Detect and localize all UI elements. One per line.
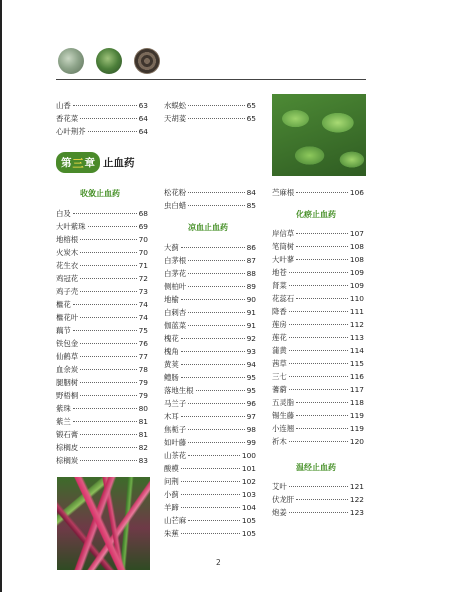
toc-entry-page: 70: [138, 248, 148, 257]
toc-entry-name: 紫珠: [56, 404, 71, 413]
toc-entry[interactable]: [164, 516, 256, 525]
toc-entry[interactable]: [56, 300, 148, 309]
toc-entry-name: 白茅花: [164, 269, 187, 278]
toc-entry[interactable]: [164, 477, 256, 486]
toc-entry-name: 铁包金: [56, 339, 79, 348]
toc-entry-name: 炮姜: [272, 508, 287, 517]
toc-entry-page: 108: [349, 242, 364, 251]
toc-entry[interactable]: [272, 188, 364, 197]
toc-entry[interactable]: [272, 281, 364, 290]
toc-entry-name: 藕节: [56, 326, 71, 335]
toc-entry-name: 棕榈皮: [56, 443, 79, 452]
toc-entry-name: 五灵脂: [272, 398, 295, 407]
toc-entry[interactable]: [272, 437, 364, 446]
toc-entry[interactable]: [164, 243, 256, 252]
toc-entry-name: 鸡冠花: [56, 274, 79, 283]
toc-entry[interactable]: [164, 334, 256, 343]
toc-entry-name: 血余炭: [56, 365, 79, 374]
toc-entry-page: 106: [349, 188, 364, 197]
toc-entry-name: 棕榈炭: [56, 456, 79, 465]
toc-entry-page: 85: [246, 201, 256, 210]
toc-entry-name: 锻石膏: [56, 430, 79, 439]
toc-entry-name: 白及: [56, 209, 71, 218]
header-herb-photo-1: [58, 48, 84, 74]
toc-entry-name: 腿胭树: [56, 378, 79, 387]
toc-entry-name: 马兰子: [164, 399, 187, 408]
toc-entry-page: 109: [349, 281, 364, 290]
toc-entry-page: 108: [349, 255, 364, 264]
toc-entry[interactable]: [56, 352, 148, 361]
toc-entry[interactable]: [164, 101, 256, 110]
toc-entry[interactable]: [272, 359, 364, 368]
toc-entry-name: 鳢肠: [164, 373, 179, 382]
toc-entry-page: 82: [138, 443, 148, 452]
toc-entry-name: 朱蕉: [164, 529, 179, 538]
chapter-last-char: 章: [84, 157, 95, 169]
toc-entry-name: 茜草: [272, 359, 287, 368]
toc-entry-name: 笔筒树: [272, 242, 295, 251]
toc-entry[interactable]: [272, 508, 364, 517]
toc-entry-name: 羊蹄: [164, 503, 179, 512]
toc-entry-page: 107: [349, 229, 364, 238]
toc-entry-page: 74: [138, 300, 148, 309]
toc-entry[interactable]: [56, 248, 148, 257]
toc-entry[interactable]: [164, 425, 256, 434]
toc-entry-page: 91: [246, 308, 256, 317]
toc-entry-page: 75: [138, 326, 148, 335]
toc-entry-page: 115: [349, 359, 364, 368]
toc-entry-page: 64: [138, 127, 148, 136]
toc-entry-page: 68: [138, 209, 148, 218]
toc-entry[interactable]: [272, 268, 364, 277]
toc-entry[interactable]: [56, 127, 148, 136]
toc-entry-page: 101: [241, 464, 256, 473]
toc-entry-name: 祈木: [272, 437, 287, 446]
toc-entry-page: 77: [138, 352, 148, 361]
binding-edge-line: [0, 0, 2, 592]
toc-entry-page: 95: [246, 386, 256, 395]
toc-entry[interactable]: [272, 229, 364, 238]
toc-entry-page: 109: [349, 268, 364, 277]
toc-entry-name: 蓍藭: [272, 385, 287, 394]
toc-entry[interactable]: [164, 464, 256, 473]
toc-entry[interactable]: [164, 360, 256, 369]
toc-entry-page: 80: [138, 404, 148, 413]
toc-entry[interactable]: [56, 235, 148, 244]
toc-entry-name: 莲花: [272, 333, 287, 342]
toc-entry[interactable]: [164, 256, 256, 265]
toc-entry-name: 白刺杏: [164, 308, 187, 317]
toc-entry[interactable]: [56, 274, 148, 283]
toc-entry-page: 122: [349, 495, 364, 504]
toc-entry[interactable]: [56, 339, 148, 348]
chapter-first-char: 第: [61, 157, 72, 169]
toc-entry-name: 侧柏叶: [164, 282, 187, 291]
toc-entry-page: 103: [241, 490, 256, 499]
toc-entry-page: 98: [246, 425, 256, 434]
toc-entry-name: 松花粉: [164, 188, 187, 197]
toc-entry[interactable]: [164, 295, 256, 304]
toc-entry[interactable]: [272, 346, 364, 355]
toc-entry[interactable]: [56, 378, 148, 387]
toc-entry-page: 118: [349, 398, 364, 407]
toc-entry-page: 87: [246, 256, 256, 265]
toc-entry[interactable]: [272, 385, 364, 394]
header-rule: [56, 79, 366, 80]
toc-entry-name: 降香: [272, 307, 287, 316]
toc-entry-name: 艾叶: [272, 482, 287, 491]
toc-entry-page: 92: [246, 334, 256, 343]
chapter-heading: [56, 152, 135, 173]
toc-entry-page: 114: [349, 346, 364, 355]
toc-entry[interactable]: [56, 391, 148, 400]
header-herb-photo-3: [134, 48, 160, 74]
toc-entry-name: 岸信草: [272, 229, 295, 238]
toc-entry[interactable]: [272, 495, 364, 504]
toc-entry[interactable]: [272, 482, 364, 491]
section-heading-liangxue: 凉血止血药: [188, 223, 228, 232]
toc-entry-name: 紫兰: [56, 417, 71, 426]
toc-entry[interactable]: [56, 430, 148, 439]
toc-entry[interactable]: [164, 282, 256, 291]
toc-entry-name: 地苍: [272, 268, 287, 277]
toc-entry[interactable]: [56, 114, 148, 123]
toc-entry[interactable]: [164, 201, 256, 210]
toc-entry-name: 槐角: [164, 347, 179, 356]
toc-entry-page: 90: [246, 295, 256, 304]
toc-entry-name: 焦栀子: [164, 425, 187, 434]
toc-entry-name: 落地生根: [164, 386, 194, 395]
toc-entry-name: 莲房: [272, 320, 287, 329]
toc-entry-name: 蒲黄: [272, 346, 287, 355]
toc-entry[interactable]: [272, 307, 364, 316]
toc-entry-page: 65: [246, 101, 256, 110]
toc-entry-page: 102: [241, 477, 256, 486]
toc-entry[interactable]: [164, 438, 256, 447]
toc-entry[interactable]: [56, 404, 148, 413]
toc-entry-name: 香花菜: [56, 114, 79, 123]
section-heading-huayu: 化瘀止血药: [296, 210, 336, 219]
toc-entry-name: 鸡子壳: [56, 287, 79, 296]
toc-entry-page: 64: [138, 114, 148, 123]
section-heading-wenjing: 温经止血药: [296, 463, 336, 472]
toc-entry[interactable]: [56, 222, 148, 231]
toc-entry-page: 89: [246, 282, 256, 291]
toc-entry-page: 100: [241, 451, 256, 460]
toc-entry[interactable]: [164, 451, 256, 460]
herb-leaves-photo: [272, 94, 366, 176]
toc-entry-page: 96: [246, 399, 256, 408]
toc-entry-page: 63: [138, 101, 148, 110]
toc-entry-name: 苎麻根: [272, 188, 295, 197]
toc-entry[interactable]: [272, 411, 364, 420]
toc-entry-page: 71: [138, 261, 148, 270]
toc-entry[interactable]: [164, 308, 256, 317]
section-heading-shoulian: 收敛止血药: [80, 189, 120, 198]
header-herb-photo-2: [96, 48, 122, 74]
toc-entry-page: 99: [246, 438, 256, 447]
toc-entry-name: 地榆: [164, 295, 179, 304]
toc-entry-name: 小蓟: [164, 490, 179, 499]
toc-entry[interactable]: [164, 114, 256, 123]
toc-entry[interactable]: [164, 386, 256, 395]
toc-entry-page: 95: [246, 373, 256, 382]
toc-entry[interactable]: [56, 101, 148, 110]
toc-entry[interactable]: [164, 188, 256, 197]
toc-entry-name: 三七: [272, 372, 287, 381]
toc-entry-page: 78: [138, 365, 148, 374]
toc-entry-page: 84: [246, 188, 256, 197]
toc-entry-page: 69: [138, 222, 148, 231]
toc-entry-name: 地榕根: [56, 235, 79, 244]
chapter-number: 三: [72, 156, 84, 170]
toc-entry-page: 105: [241, 529, 256, 538]
toc-entry-name: 仙鹤草: [56, 352, 79, 361]
toc-entry[interactable]: [272, 242, 364, 251]
toc-entry-name: 黄荚: [164, 360, 179, 369]
toc-entry-page: 73: [138, 287, 148, 296]
toc-entry-name: 伽蓝菜: [164, 321, 187, 330]
toc-entry-page: 81: [138, 430, 148, 439]
toc-entry[interactable]: [164, 503, 256, 512]
toc-entry[interactable]: [164, 373, 256, 382]
toc-entry-page: 70: [138, 235, 148, 244]
toc-entry-page: 120: [349, 437, 364, 446]
toc-entry-name: 木耳: [164, 412, 179, 421]
toc-entry-name: 花生衣: [56, 261, 79, 270]
toc-entry-name: 大叶蓼: [272, 255, 295, 264]
toc-entry[interactable]: [272, 333, 364, 342]
toc-entry-page: 105: [241, 516, 256, 525]
toc-entry-page: 119: [349, 424, 364, 433]
toc-entry[interactable]: [272, 294, 364, 303]
toc-entry[interactable]: [56, 261, 148, 270]
toc-entry-page: 88: [246, 269, 256, 278]
toc-entry-page: 112: [349, 320, 364, 329]
toc-entry[interactable]: [272, 255, 364, 264]
toc-entry[interactable]: [56, 456, 148, 465]
toc-entry-page: 65: [246, 114, 256, 123]
toc-entry-name: 如叶藤: [164, 438, 187, 447]
chapter-title: 止血药: [103, 157, 135, 169]
toc-entry[interactable]: [56, 313, 148, 322]
toc-entry-page: 91: [246, 321, 256, 330]
toc-entry[interactable]: [272, 320, 364, 329]
toc-entry-page: 83: [138, 456, 148, 465]
toc-entry-name: 檵花叶: [56, 313, 79, 322]
toc-entry-page: 119: [349, 411, 364, 420]
toc-entry-name: 肾菜: [272, 281, 287, 290]
chapter-badge: [56, 152, 100, 173]
toc-entry[interactable]: [164, 412, 256, 421]
toc-entry-page: 74: [138, 313, 148, 322]
toc-entry-page: 104: [241, 503, 256, 512]
toc-entry-name: 锡生藤: [272, 411, 295, 420]
toc-entry-name: 天胡荽: [164, 114, 187, 123]
toc-entry-page: 121: [349, 482, 364, 491]
toc-entry-page: 86: [246, 243, 256, 252]
toc-entry[interactable]: [164, 321, 256, 330]
toc-entry-page: 117: [349, 385, 364, 394]
toc-entry[interactable]: [56, 287, 148, 296]
toc-entry[interactable]: [56, 365, 148, 374]
toc-entry-name: 小连翘: [272, 424, 295, 433]
toc-entry-name: 火炭木: [56, 248, 79, 257]
toc-entry-page: 110: [349, 294, 364, 303]
toc-entry[interactable]: [56, 209, 148, 218]
toc-entry-name: 山香: [56, 101, 71, 110]
toc-entry-page: 97: [246, 412, 256, 421]
toc-entry-name: 大叶紫珠: [56, 222, 86, 231]
toc-entry-page: 76: [138, 339, 148, 348]
toc-entry[interactable]: [164, 529, 256, 538]
toc-entry-name: 心叶荆芥: [56, 127, 86, 136]
toc-entry[interactable]: [272, 398, 364, 407]
toc-entry[interactable]: [164, 490, 256, 499]
toc-entry[interactable]: [164, 399, 256, 408]
toc-entry-name: 水蜈蚣: [164, 101, 187, 110]
toc-entry-name: 山茶花: [164, 451, 187, 460]
toc-entry[interactable]: [164, 347, 256, 356]
toc-entry-page: 93: [246, 347, 256, 356]
toc-entry[interactable]: [56, 326, 148, 335]
toc-entry-name: 花蕊石: [272, 294, 295, 303]
toc-entry[interactable]: [56, 443, 148, 452]
toc-entry-page: 116: [349, 372, 364, 381]
toc-entry-name: 野梧桐: [56, 391, 79, 400]
toc-entry-page: 79: [138, 391, 148, 400]
toc-entry-page: 94: [246, 360, 256, 369]
toc-entry[interactable]: [164, 269, 256, 278]
toc-entry-name: 虫白蜡: [164, 201, 187, 210]
toc-entry[interactable]: [272, 424, 364, 433]
toc-entry-name: 大蓟: [164, 243, 179, 252]
toc-entry-page: 111: [349, 307, 364, 316]
cordyline-plant-photo: [57, 477, 150, 570]
toc-entry-page: 72: [138, 274, 148, 283]
toc-entry[interactable]: [272, 372, 364, 381]
toc-entry-page: 79: [138, 378, 148, 387]
toc-entry-page: 113: [349, 333, 364, 342]
toc-entry-name: 问荆: [164, 477, 179, 486]
toc-entry-name: 白茅根: [164, 256, 187, 265]
toc-entry-name: 酸模: [164, 464, 179, 473]
toc-entry-page: 123: [349, 508, 364, 517]
toc-entry-name: 檵花: [56, 300, 71, 309]
toc-entry[interactable]: [56, 417, 148, 426]
toc-entry-name: 山芒麻: [164, 516, 187, 525]
toc-entry-name: 伏龙肝: [272, 495, 295, 504]
toc-entry-page: 81: [138, 417, 148, 426]
page-number: 2: [216, 558, 221, 567]
toc-entry-name: 槐花: [164, 334, 179, 343]
